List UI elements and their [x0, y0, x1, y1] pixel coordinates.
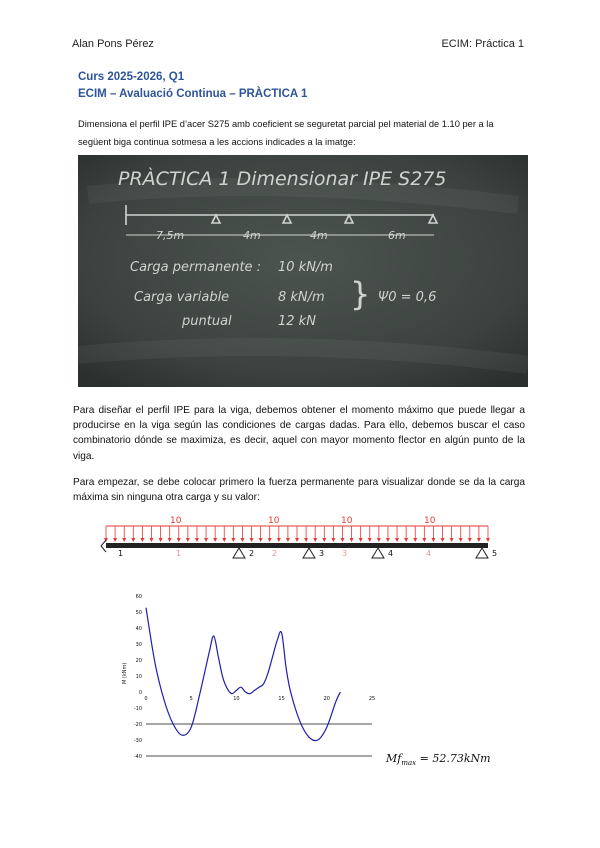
node-label-4: 4 [388, 549, 394, 558]
load-arrowhead [149, 538, 153, 542]
load-arrowhead [322, 538, 326, 542]
load-label-4: 10 [424, 516, 436, 526]
psi-factor: Ψ0 = 0,6 [378, 290, 437, 305]
load-point-value: 12 kN [278, 314, 316, 329]
course-title: Curs 2025-2026, Q1 [78, 71, 185, 83]
load-arrowhead [222, 538, 226, 542]
result-subscript: max [401, 759, 417, 768]
span-4: 6m [388, 229, 406, 242]
load-arrowhead [131, 538, 135, 542]
load-arrowhead [431, 538, 435, 542]
segment-label-3: 3 [342, 549, 348, 558]
evaluation-title: ECIM – Avaluació Continua – PRÀCTICA 1 [78, 88, 308, 100]
span-3: 4m [310, 229, 328, 242]
load-arrowhead [413, 538, 417, 542]
x-tick-label: 0 [144, 696, 148, 702]
load-arrowhead [240, 538, 244, 542]
x-tick-label: 5 [189, 696, 193, 702]
x-tick-label: 15 [278, 696, 285, 702]
result-label: Mf [386, 752, 402, 765]
load-arrowhead [250, 538, 254, 542]
load-arrowhead [186, 538, 190, 542]
support-4 [372, 548, 384, 558]
problem-statement: Dimensiona el perfil IPE d’acer S275 amb coeficient se seguretat parcial pel material de 1.10 per a la següent biga continua sotmesa a les accions indicades a la imatge: [78, 119, 494, 147]
y-tick-label: 10 [135, 674, 142, 680]
support-5 [476, 548, 488, 558]
y-tick-label: 60 [135, 594, 142, 600]
y-tick-label: 0 [138, 690, 142, 696]
span-1: 7,5m [156, 229, 185, 242]
load-label-1: 10 [170, 516, 182, 526]
blackboard-title: PRÀCTICA 1 Dimensionar IPE S275 [118, 168, 447, 190]
load-arrowhead [177, 538, 181, 542]
x-tick-label: 20 [323, 696, 330, 702]
y-tick-label: -40 [133, 754, 142, 760]
segment-label-1: 1 [176, 549, 182, 558]
load-arrowhead [140, 538, 144, 542]
header-course-ref: ECIM: Práctica 1 [441, 38, 524, 50]
load-arrowhead [268, 538, 272, 542]
load-arrowhead [231, 538, 235, 542]
load-arrowhead [286, 538, 290, 542]
load-arrowhead [368, 538, 372, 542]
x-tick-label: 10 [233, 696, 240, 702]
y-tick-label: -20 [133, 722, 142, 728]
node-label-3: 3 [319, 549, 325, 558]
load-arrowhead [395, 538, 399, 542]
load-arrowhead [459, 538, 463, 542]
bending-moment-chart [118, 580, 384, 766]
y-tick-label: -10 [133, 706, 142, 712]
beam-load-diagram [98, 510, 514, 568]
load-arrowhead [313, 538, 317, 542]
load-arrowhead [486, 538, 490, 542]
load-arrowhead [386, 538, 390, 542]
node-label-1: 1 [118, 549, 124, 558]
blackboard-photo [78, 155, 528, 387]
paragraph-1: Para diseñar el perfil IPE para la viga, debemos obtener el momento máximo que puede llegar a producirse en la viga según las condiciones de cargas dadas. Para ello, debemos buscar el caso combinatorio dónde se maximiza, es decir, aquel con mayor momento flector en algún punto de la viga. [73, 405, 525, 462]
header-author: Alan Pons Pérez [72, 38, 154, 50]
load-arrowhead [259, 538, 263, 542]
beam-line [106, 543, 488, 548]
load-arrowhead [377, 538, 381, 542]
brace: } [350, 275, 371, 313]
y-tick-label: -30 [133, 738, 142, 744]
load-permanent-value: 10 kN/m [278, 260, 333, 275]
node-label-2: 2 [249, 549, 255, 558]
segment-label-4: 4 [426, 549, 432, 558]
y-tick-label: 30 [135, 642, 142, 648]
load-arrowhead [468, 538, 472, 542]
load-arrowhead [204, 538, 208, 542]
load-label-3: 10 [341, 516, 353, 526]
y-tick-label: 40 [135, 626, 142, 632]
moment-curve [146, 608, 340, 741]
load-arrowhead [441, 538, 445, 542]
load-variable-value: 8 kN/m [278, 290, 325, 305]
segment-label-2: 2 [272, 549, 278, 558]
load-arrowhead [113, 538, 117, 542]
load-arrowhead [340, 538, 344, 542]
load-arrowhead [213, 538, 217, 542]
y-tick-label: 50 [135, 610, 142, 616]
load-variable-label: Carga variable [134, 290, 230, 305]
load-arrowhead [477, 538, 481, 542]
fixed-support [101, 540, 106, 552]
load-arrowhead [450, 538, 454, 542]
load-arrowhead [331, 538, 335, 542]
load-arrowhead [159, 538, 163, 542]
load-arrowhead [168, 538, 172, 542]
result-value: = 52.73kNm [419, 752, 491, 765]
load-arrowhead [350, 538, 354, 542]
load-arrowhead [122, 538, 126, 542]
y-tick-label: 20 [135, 658, 142, 664]
support-2 [233, 548, 245, 558]
load-arrowhead [359, 538, 363, 542]
x-tick-label: 25 [368, 696, 376, 702]
load-arrowhead [195, 538, 199, 542]
distributed-load [104, 526, 490, 542]
span-2: 4m [243, 229, 261, 242]
load-arrowhead [304, 538, 308, 542]
load-point-label: puntual [182, 314, 232, 329]
load-label-2: 10 [268, 516, 280, 526]
support-3 [303, 548, 315, 558]
y-axis-label: M (kNm) [122, 662, 128, 684]
load-arrowhead [422, 538, 426, 542]
node-label-5: 5 [492, 549, 498, 558]
load-arrowhead [277, 538, 281, 542]
load-arrowhead [404, 538, 408, 542]
max-moment-result [386, 752, 491, 767]
load-permanent-label: Carga permanente : [130, 260, 262, 275]
load-arrowhead [295, 538, 299, 542]
paragraph-2: Para empezar, se debe colocar primero la fuerza permanente para visualizar donde se da la carga máxima sin ninguna otra carga y su valor: [73, 477, 525, 504]
